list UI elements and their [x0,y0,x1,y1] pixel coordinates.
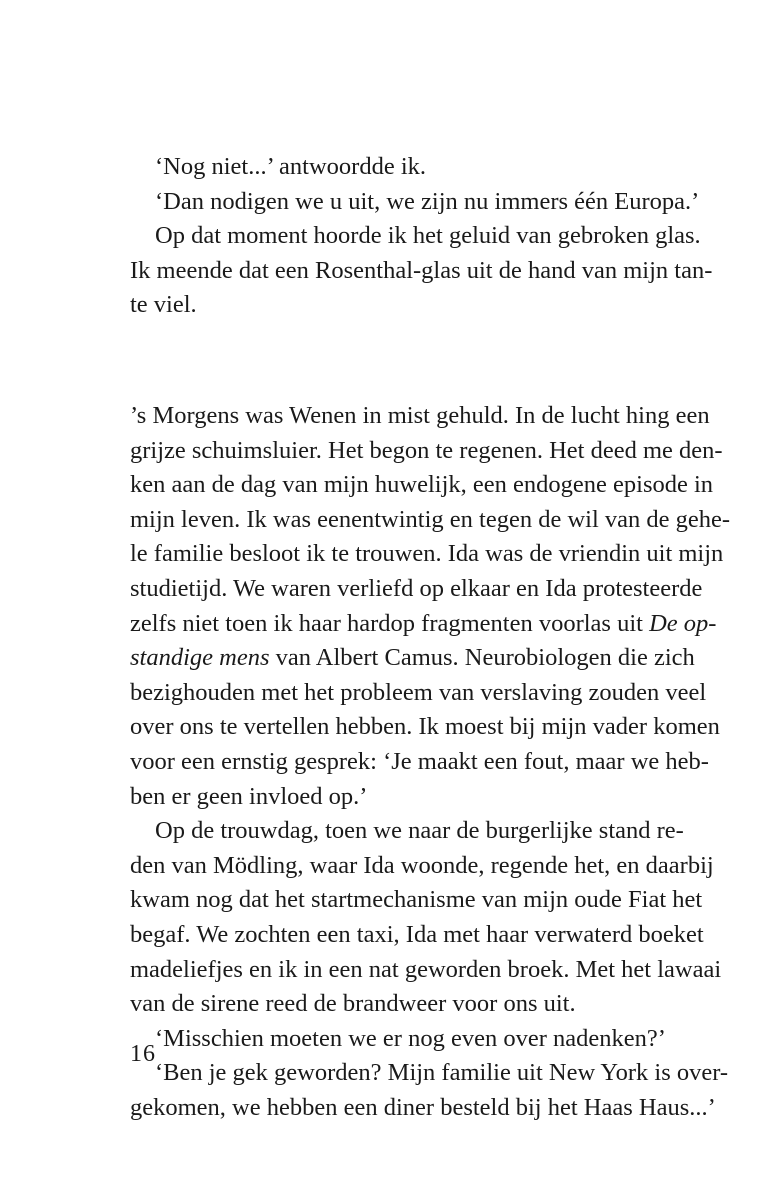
text-line [130,503,731,537]
italic-text-segment: De op- [649,609,717,637]
text-segment: Op de trouwdag, toen we naar de burgerlijke stand re- [155,817,684,845]
text-line [155,1056,729,1090]
text-segment: van de sirene reed de brandweer voor ons uit. [130,990,576,1018]
text-line [130,1091,716,1125]
text-line [130,288,662,322]
text-segment: te viel. [130,291,197,318]
text-segment: ‘Misschien moeten we er nog even over nadenken?’ [155,1024,666,1052]
text-line [130,849,714,883]
text-line [130,710,720,744]
text-segment: ken aan de dag van mijn huwelijk, een endogene episode in [130,471,714,499]
text-segment: ‘Dan nodigen we u uit, we zijn nu immers één Europa.’ [155,187,700,215]
text-segment: grijze schuimsluier. Het begon te regenen. Het deed me den- [130,436,723,464]
text-line [155,1022,666,1056]
text-segment: madeliefjes en ik in een nat geworden broek. Met het lawaai [130,955,722,983]
text-segment: den van Mödling, waar Ida woonde, regende het, en daarbij [130,851,714,879]
text-line [130,434,723,468]
text-line [155,150,662,184]
text-segment: zelfs niet toen ik haar hardop fragmenten voorlas uit [130,609,650,637]
text-segment: kwam nog dat het startmechanisme van mijn oude Fiat het [130,886,703,914]
text-line [130,572,703,606]
text-segment: van Albert Camus. Neurobiologen die zich [269,644,695,672]
text-segment: studietijd. We waren verliefd op elkaar en Ida protesteerde [130,575,703,602]
text-line [130,676,707,710]
text-line [130,399,710,433]
text-line [130,953,722,987]
text-line [155,219,701,253]
text-segment: over ons te vertellen hebben. Ik moest bij mijn vader komen [130,713,720,741]
text-line [130,607,717,641]
text-segment: gekomen, we hebben een diner besteld bij het Haas Haus...’ [130,1094,716,1121]
page-number: 16 [130,1041,156,1067]
text-segment: ‘Ben je gek geworden? Mijn familie uit New York is over- [155,1059,729,1087]
text-line [130,780,662,814]
text-segment: ben er geen invloed op.’ [130,782,368,810]
text-line [155,814,684,848]
text-line [130,745,709,779]
text-line [130,254,713,288]
text-segment: mijn leven. Ik was eenentwintig en tegen de wil van de gehe- [130,505,731,533]
text-line [130,468,714,502]
text-segment: le familie besloot ik te trouwen. Ida was de vriendin uit mijn [130,540,724,568]
italic-text-segment: standige mens [130,644,270,672]
text-segment: begaf. We zochten een taxi, Ida met haar verwaterd boeket [130,921,704,948]
text-segment: voor een ernstig gesprek: ‘Je maakt een fout, maar we heb- [130,748,709,775]
text-line [130,918,704,952]
text-segment: Ik meende dat een Rosenthal-glas uit de hand van mijn tan- [130,256,713,284]
text-segment: Op dat moment hoorde ik het geluid van gebroken glas. [155,222,701,249]
text-line [130,641,695,675]
text-segment: ‘Nog niet...’ antwoordde ik. [155,153,427,180]
text-line [130,883,703,917]
text-line [155,185,700,219]
text-line [130,537,724,571]
text-segment: ’s Morgens was Wenen in mist gehuld. In de lucht hing een [130,402,710,429]
text-line [130,987,662,1021]
text-segment: bezighouden met het probleem van verslaving zouden veel [130,678,707,706]
